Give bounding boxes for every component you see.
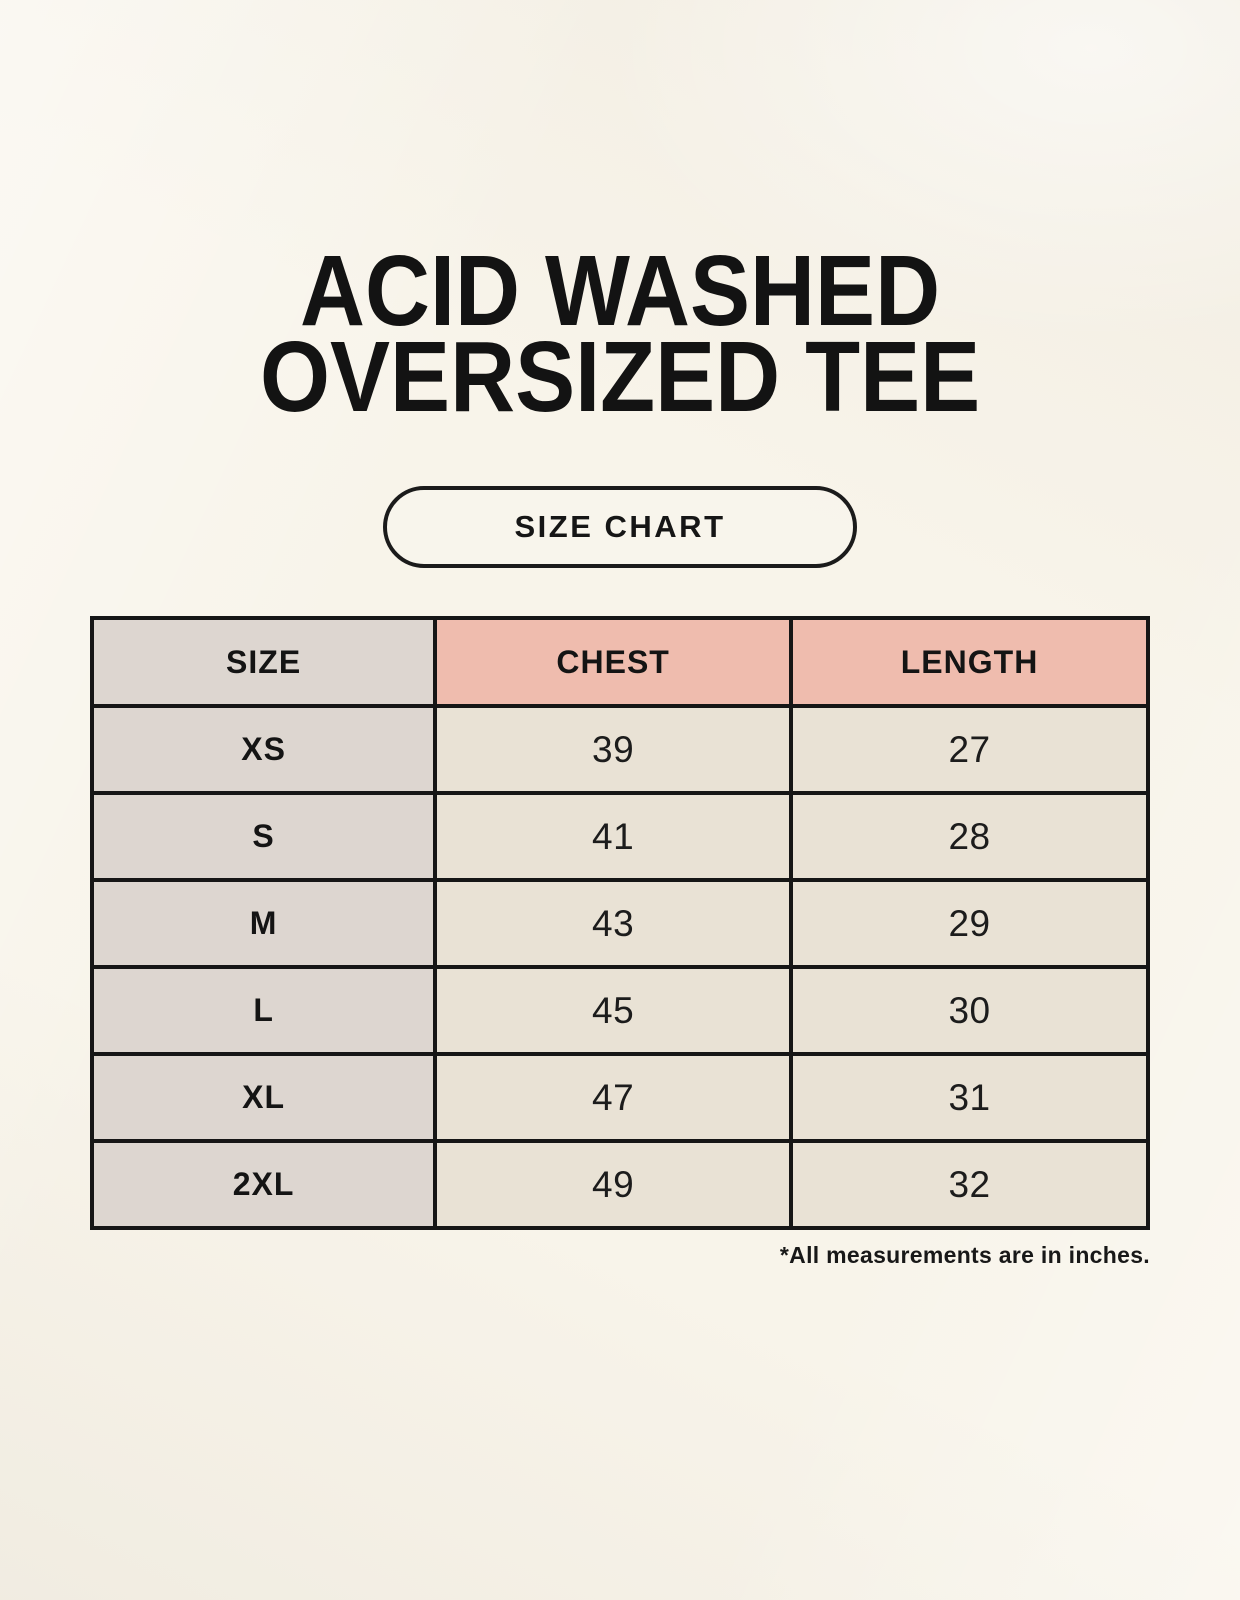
- column-header-length: LENGTH: [791, 618, 1148, 706]
- table-header: [92, 618, 1148, 706]
- size-cell: XL: [92, 1054, 435, 1141]
- size-chart-button-label: SIZE CHART: [514, 509, 726, 544]
- size-chart-table-container: [90, 616, 1150, 1230]
- length-cell: 27: [791, 706, 1148, 793]
- size-cell: S: [92, 793, 435, 880]
- size-cell: XS: [92, 706, 435, 793]
- length-cell: 31: [791, 1054, 1148, 1141]
- size-chart-button[interactable]: [383, 486, 857, 568]
- length-cell: 29: [791, 880, 1148, 967]
- size-cell: 2XL: [92, 1141, 435, 1228]
- table-row: [92, 1141, 1148, 1228]
- product-title-line-2: OVERSIZED TEE: [259, 321, 981, 433]
- header-row: [92, 618, 1148, 706]
- chest-cell: 47: [435, 1054, 791, 1141]
- size-cell: M: [92, 880, 435, 967]
- size-chart-table: [90, 616, 1150, 1230]
- product-title-line-1: ACID WASHED: [299, 235, 941, 347]
- chest-cell: 41: [435, 793, 791, 880]
- chest-cell: 43: [435, 880, 791, 967]
- column-header-size: SIZE: [92, 618, 435, 706]
- product-title: [259, 235, 981, 433]
- chest-cell: 39: [435, 706, 791, 793]
- table-body: [92, 706, 1148, 1228]
- length-cell: 30: [791, 967, 1148, 1054]
- size-cell: L: [92, 967, 435, 1054]
- table-row: [92, 967, 1148, 1054]
- table-row: [92, 880, 1148, 967]
- column-header-chest: CHEST: [435, 618, 791, 706]
- table-row: [92, 1054, 1148, 1141]
- table-row: [92, 706, 1148, 793]
- length-cell: 28: [791, 793, 1148, 880]
- length-cell: 32: [791, 1141, 1148, 1228]
- chest-cell: 49: [435, 1141, 791, 1228]
- measurements-note: *All measurements are in inches.: [779, 1242, 1150, 1268]
- chest-cell: 45: [435, 967, 791, 1054]
- table-row: [92, 793, 1148, 880]
